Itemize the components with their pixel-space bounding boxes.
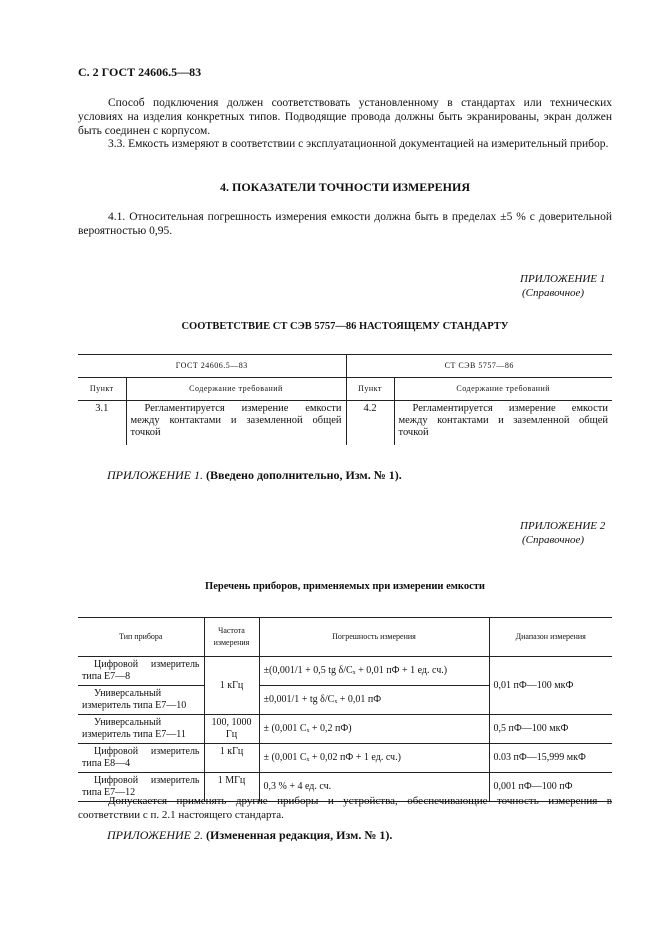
table-1-title: СООТВЕТСТВИЕ СТ СЭВ 5757—86 НАСТОЯЩЕМУ СТАНДАРТУ	[181, 321, 509, 332]
table-1-right-header: СТ СЭВ 5757—86	[346, 355, 612, 378]
paragraph-3-3: 3.3. Емкость измеряют в соответствии с эксплуатационной документацией на измерительный прибор.	[108, 138, 609, 150]
table-2-col-error: Погрешность измерения	[259, 618, 489, 657]
table-row	[78, 401, 612, 446]
table-1-cell-content: Регламентируется измерение емкости между контактами и заземленной общей точкой	[126, 401, 346, 446]
table-2-col-freq: Частота измерения	[204, 618, 259, 657]
table-2-cell-error: ± (0,001 Cₓ + 0,2 пФ)	[259, 715, 489, 744]
table-1-cell-content: Регламентируется измерение емкости между контактами и заземленной общей точкой	[394, 401, 612, 446]
table-1-cell-point: 4.2	[346, 401, 394, 446]
appendix-2-sub: (Справочное)	[522, 534, 585, 546]
paragraph-4-1: 4.1. Относительная погрешность измерения емкости должна быть в пределах ±5 % с доверительной вероятностью 0,95.	[78, 211, 612, 237]
appendix-1-title: ПРИЛОЖЕНИЕ 1	[520, 273, 606, 285]
note-appendix-2-label: ПРИЛОЖЕНИЕ 2.	[107, 828, 203, 842]
note-appendix-2-text: (Измененная редакция, Изм. № 1).	[205, 828, 393, 842]
note-appendix-1	[107, 468, 402, 482]
note-appendix-1-text: (Введено дополнительно, Изм. № 1).	[205, 468, 402, 482]
table-2-cell-error: ±(0,001/1 + 0,5 tg δ/Cₓ + 0,01 пФ + 1 ед. сч.)	[259, 657, 489, 686]
table-row	[78, 744, 612, 773]
note-appendix-1-label: ПРИЛОЖЕНИЕ 1.	[107, 468, 203, 482]
table-2-cell-range: 0,01 пФ—100 мкФ	[489, 657, 612, 715]
table-1-cell-point: 3.1	[95, 403, 109, 414]
section-4-title: 4. ПОКАЗАТЕЛИ ТОЧНОСТИ ИЗМЕРЕНИЯ	[220, 180, 470, 194]
appendix-1-label	[520, 272, 661, 300]
table-2-cell-freq: 1 кГц	[204, 657, 259, 715]
table-2-cell-range: 0,5 пФ—100 мкФ	[489, 715, 612, 744]
table-2-cell-error: 0,3 % + 4 ед. сч.	[259, 773, 489, 802]
table-1-col-content: Содержание требований	[394, 378, 612, 401]
table-2-cell-freq: 100, 1000 Гц	[204, 715, 259, 744]
table-1	[78, 354, 612, 445]
table-2-cell-range: 0.03 пФ—15,999 мкФ	[489, 744, 612, 773]
paragraph-connection: Способ подключения должен соответствовать установленному в стандартах или технических условиях на изделия конкретных типов. Подводящие провода должны быть экранированы, экран должен быть соединен с корпусом.	[78, 97, 612, 137]
table-row	[78, 715, 612, 744]
table-2-cell-error: ±0,001/1 + tg δ/Cₓ + 0,01 пФ	[259, 686, 489, 715]
appendix-1-sub: (Справочное)	[522, 287, 585, 299]
table-2-cell-type: Цифровой измеритель типа Е7—8	[82, 659, 200, 682]
table-row	[78, 657, 612, 686]
table-2-title: Перечень приборов, применяемых при измерении емкости	[205, 581, 485, 592]
table-2-col-type: Тип прибора	[78, 618, 204, 657]
table-1-left-header: ГОСТ 24606.5—83	[78, 355, 346, 378]
table-1-col-point: Пункт	[346, 378, 394, 401]
table-2-cell-type: Универсальный измеритель типа Е7—10	[78, 686, 204, 715]
table-2-cell-range: 0,001 пФ—100 пФ	[489, 773, 612, 802]
table-2-cell-freq: 1 кГц	[204, 744, 259, 773]
table-2-cell-type: Универсальный измеритель типа Е7—11	[78, 715, 204, 744]
paragraph-other-devices: Допускается применять другие приборы и устройства, обеспечивающие точность измерения в соответствии с п. 2.1 настоящего стандарта.	[78, 795, 612, 821]
table-1-col-content: Содержание требований	[126, 378, 346, 401]
page-header: С. 2 ГОСТ 24606.5—83	[78, 65, 202, 79]
note-appendix-2	[107, 828, 392, 842]
table-2-cell-type: Цифровой измеритель типа Е7—12	[78, 773, 204, 802]
table-2-cell-freq: 1 МГц	[204, 773, 259, 802]
appendix-2-label	[520, 519, 661, 547]
appendix-2-title: ПРИЛОЖЕНИЕ 2	[520, 520, 606, 532]
table-2-cell-type: Цифровой измеритель типа Е8—4	[78, 744, 204, 773]
table-2-cell-error: ± (0,001 Cₓ + 0,02 пФ + 1 ед. сч.)	[259, 744, 489, 773]
table-1-col-point: Пункт	[78, 378, 126, 401]
table-2-col-range: Диапазон измерения	[489, 618, 612, 657]
table-2	[78, 617, 612, 802]
